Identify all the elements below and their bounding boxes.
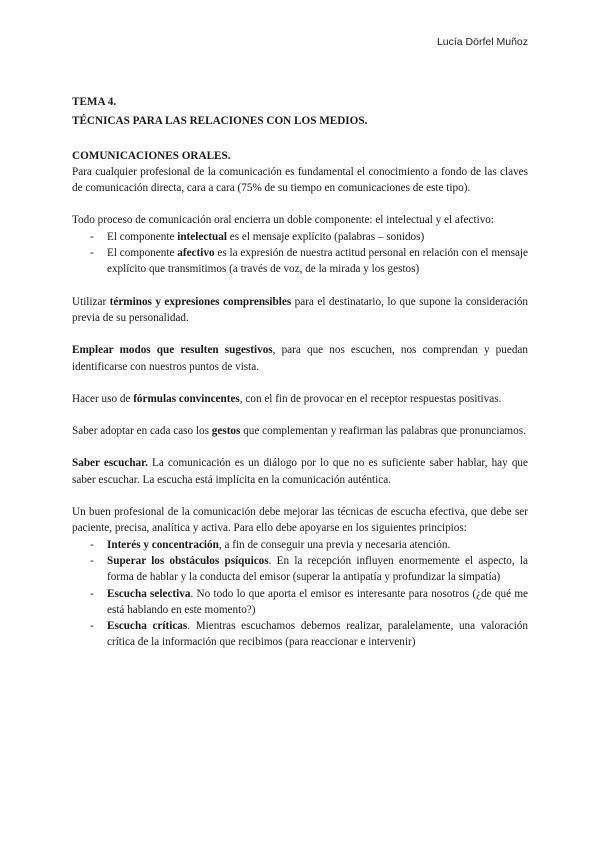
- document-body: [72, 94, 528, 651]
- paragraph-intro: Para cualquier profesional de la comunicación es fundamental el conocimiento a fondo de las claves de comunicación directa, cara a cara (75% de su tiempo en comunicaciones de este tipo).: [72, 165, 528, 195]
- list-item: - Superar los obstáculos psíquicos. En la recepción influyen enormemente el aspecto, la forma de hablar y la conducta del emisor (superar la antipatía y profundizar la simpatía): [72, 553, 528, 586]
- paragraph-listen: Saber escuchar. La comunicación es un diálogo por lo que no es suficiente saber hablar, hay que saber escuchar. La escucha está implícita en la comunicación auténtica.: [72, 457, 528, 486]
- paragraph-components: Todo proceso de comunicación oral encierra un doble componente: el intelectual y el afectivo:: [72, 214, 494, 227]
- list-item: - Escucha críticas. Mientras escuchamos debemos realizar, paralelamente, una valoración crítica de la información que recibimos (para reaccionar e intervenir): [72, 618, 528, 651]
- paragraph-gestures: Saber adoptar en cada caso los gestos que complementan y reafirman las palabras que pronunciamos.: [72, 425, 526, 438]
- section-heading: COMUNICACIONES ORALES.: [72, 149, 231, 162]
- list-item: - El componente intelectual es el mensaje explícito (palabras – sonidos): [72, 229, 528, 245]
- topic-number: TEMA 4.: [72, 96, 117, 108]
- list-item: - Interés y concentración, a fin de conseguir una previa y necesaria atención.: [72, 537, 528, 553]
- paragraph-suggestive: Emplear modos que resulten sugestivos, para que nos escuchen, nos comprendan y puedan identificarse con nuestros puntos de vista.: [72, 344, 528, 373]
- paragraph-terms: Utilizar términos y expresiones comprensibles para el destinatario, lo que supone la consideración previa de su personalidad.: [72, 295, 528, 324]
- principles-list: [72, 537, 528, 651]
- topic-title: TÉCNICAS PARA LAS RELACIONES CON LOS MEDIOS.: [72, 115, 368, 128]
- author-header: Lucía Dörfel Muñoz: [436, 36, 528, 48]
- components-list: [72, 229, 528, 278]
- list-item: - Escucha selectiva. No todo lo que aporta el emisor es interesante para nosotros (¿de qué me está hablando en este momento?): [72, 586, 528, 619]
- paragraph-principles: Un buen profesional de la comunicación debe mejorar las técnicas de escucha efectiva, que debe ser paciente, precisa, analítica y activa. Para ello debe apoyarse en los siguientes principios:: [72, 506, 528, 535]
- paragraph-formulas: Hacer uso de fórmulas convincentes, con el fin de provocar en el receptor respuestas positivas.: [72, 392, 502, 405]
- list-item: - El componente afectivo es la expresión de nuestra actitud personal en relación con el mensaje explícito que transmitimos (a través de voz, de la mirada y los gestos): [72, 245, 528, 278]
